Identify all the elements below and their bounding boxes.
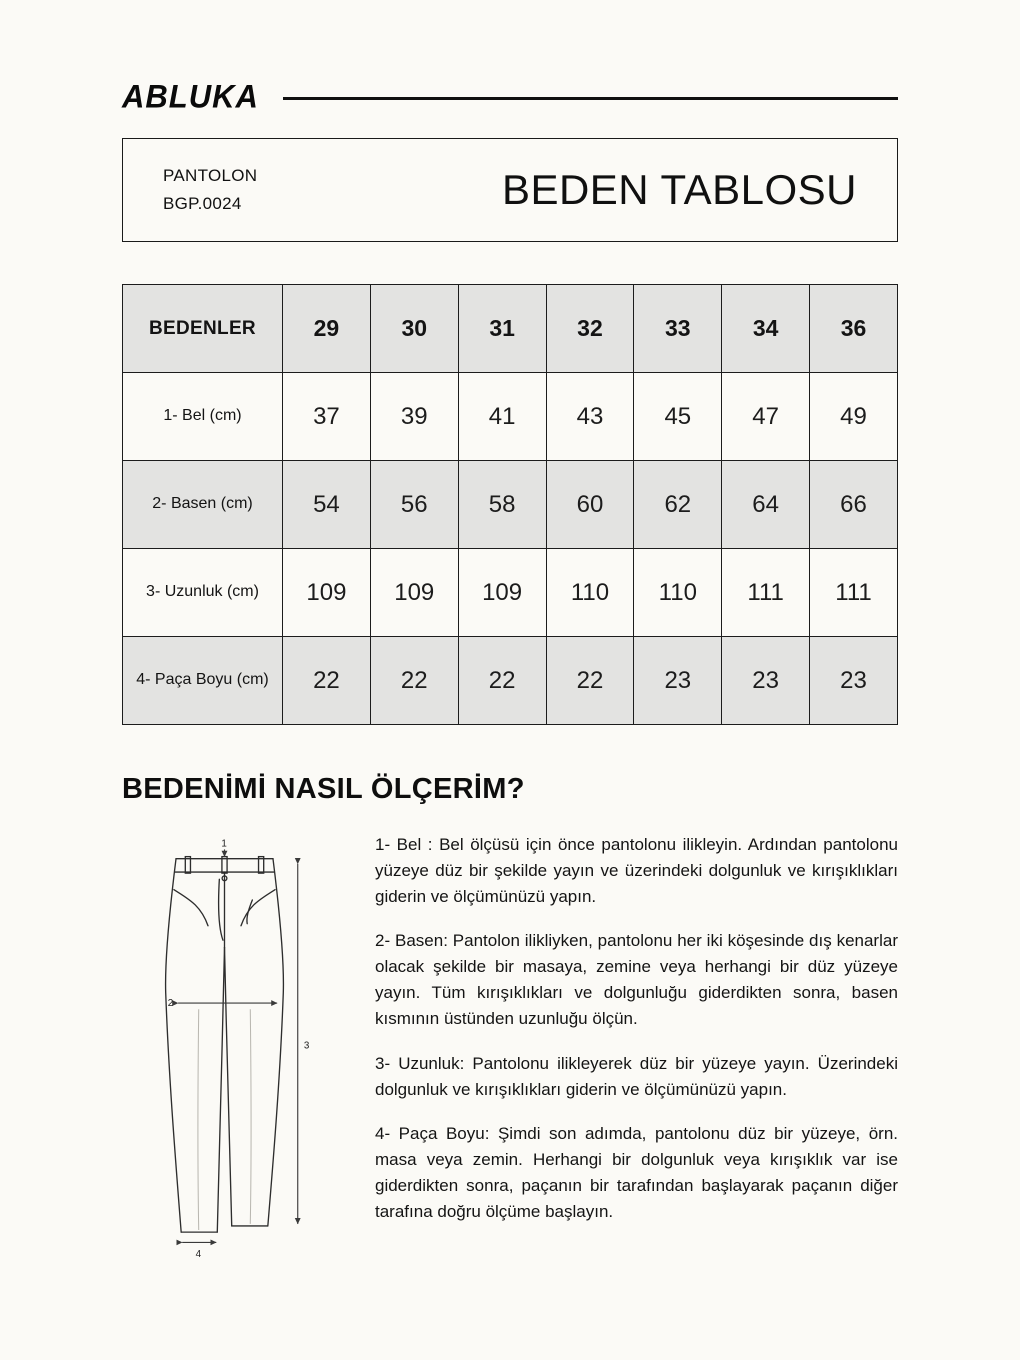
table-cell: 111 bbox=[810, 549, 898, 637]
table-cell: 64 bbox=[722, 461, 810, 549]
table-row-bel bbox=[123, 373, 898, 461]
row-label: 3- Uzunluk (cm) bbox=[123, 549, 283, 637]
table-cell: 62 bbox=[634, 461, 722, 549]
table-cell: 60 bbox=[546, 461, 634, 549]
table-cell: 109 bbox=[283, 549, 371, 637]
table-cell: 22 bbox=[283, 637, 371, 725]
table-row-uzunluk bbox=[123, 549, 898, 637]
row-label: 4- Paça Boyu (cm) bbox=[123, 637, 283, 725]
table-header-cell: 33 bbox=[634, 285, 722, 373]
instruction-paca-boyu: 4- Paça Boyu: Şimdi son adımda, pantolonu düz bir yüzeye, örn. masa veya zemin. Herhangi bir dolgunluk veya kırışıklık var ise giderdikten sonra, paçanın bir tarafından başlayarak paçanın diğer tarafına doğru ölçüme başlayın. bbox=[375, 1124, 898, 1221]
brand-divider-line bbox=[283, 97, 898, 100]
size-table bbox=[122, 284, 898, 725]
table-cell: 43 bbox=[546, 373, 634, 461]
table-cell: 47 bbox=[722, 373, 810, 461]
table-header-cell: 30 bbox=[370, 285, 458, 373]
table-cell: 58 bbox=[458, 461, 546, 549]
row-label: 2- Basen (cm) bbox=[123, 461, 283, 549]
header-box bbox=[122, 138, 898, 242]
brand-logo: ABLUKA bbox=[122, 78, 259, 115]
instructions-column bbox=[375, 832, 898, 1244]
table-cell: 41 bbox=[458, 373, 546, 461]
table-cell: 56 bbox=[370, 461, 458, 549]
table-cell: 109 bbox=[370, 549, 458, 637]
instruction-uzunluk: 3- Uzunluk: Pantolonu ilikleyerek düz bir yüzeye yayın. Üzerindeki dolgunluk ve kırışıklıkları giderin ve ölçümünüzü yapın. bbox=[375, 1053, 898, 1099]
product-code: BGP.0024 bbox=[163, 194, 242, 213]
table-header-row bbox=[123, 285, 898, 373]
section-title: BEDENİMİ NASIL ÖLÇERİM? bbox=[122, 773, 525, 805]
table-cell: 54 bbox=[283, 461, 371, 549]
table-row-paca bbox=[123, 637, 898, 725]
table-row-basen bbox=[123, 461, 898, 549]
table-cell: 23 bbox=[722, 637, 810, 725]
table-cell: 45 bbox=[634, 373, 722, 461]
measure-label-2: 2 bbox=[167, 998, 174, 1010]
measure-label-1: 1 bbox=[221, 838, 227, 850]
table-header-cell: 32 bbox=[546, 285, 634, 373]
page-title: BEDEN TABLOSU bbox=[501, 166, 857, 213]
table-cell: 22 bbox=[458, 637, 546, 725]
table-cell: 39 bbox=[370, 373, 458, 461]
table-cell: 23 bbox=[634, 637, 722, 725]
table-cell: 22 bbox=[546, 637, 634, 725]
table-cell: 110 bbox=[546, 549, 634, 637]
product-block bbox=[163, 162, 257, 218]
measure-label-4: 4 bbox=[195, 1248, 202, 1260]
table-header-cell: 31 bbox=[458, 285, 546, 373]
table-cell: 37 bbox=[283, 373, 371, 461]
instruction-bel: 1- Bel : Bel ölçüsü için önce pantolonu ilikleyin. Ardından pantolonu yüzeye düz bir şekilde yayın ve üzerindeki dolgunluk ve kırışıklıkları giderin ve ölçümünüzü yapın. bbox=[375, 835, 898, 906]
table-header-cell: 36 bbox=[810, 285, 898, 373]
instruction-basen: 2- Basen: Pantolon ilikliyken, pantolonu her iki köşesinde dış kenarlar olacak şekilde bir masaya, zemine veya herhangi bir düz yüzeye yayın. Tüm kırışıklıkları ve dolgunluğu giderdikten sonra, basen kısmının üstünden uzunluğu ölçün. bbox=[375, 931, 898, 1028]
table-cell: 49 bbox=[810, 373, 898, 461]
row-label: 1- Bel (cm) bbox=[123, 373, 283, 461]
table-cell: 66 bbox=[810, 461, 898, 549]
table-cell: 22 bbox=[370, 637, 458, 725]
table-header-cell: 29 bbox=[283, 285, 371, 373]
product-type: PANTOLON bbox=[163, 165, 258, 185]
table-cell: 111 bbox=[722, 549, 810, 637]
table-cell: 23 bbox=[810, 637, 898, 725]
pants-diagram bbox=[122, 832, 327, 1261]
table-corner-cell: BEDENLER bbox=[123, 285, 283, 373]
measure-section bbox=[122, 832, 898, 1261]
measure-label-3: 3 bbox=[303, 1040, 310, 1052]
table-header-cell: 34 bbox=[722, 285, 810, 373]
pants-line-drawing-icon bbox=[122, 836, 327, 1261]
brand-row bbox=[122, 78, 898, 116]
table-cell: 110 bbox=[634, 549, 722, 637]
table-cell: 109 bbox=[458, 549, 546, 637]
